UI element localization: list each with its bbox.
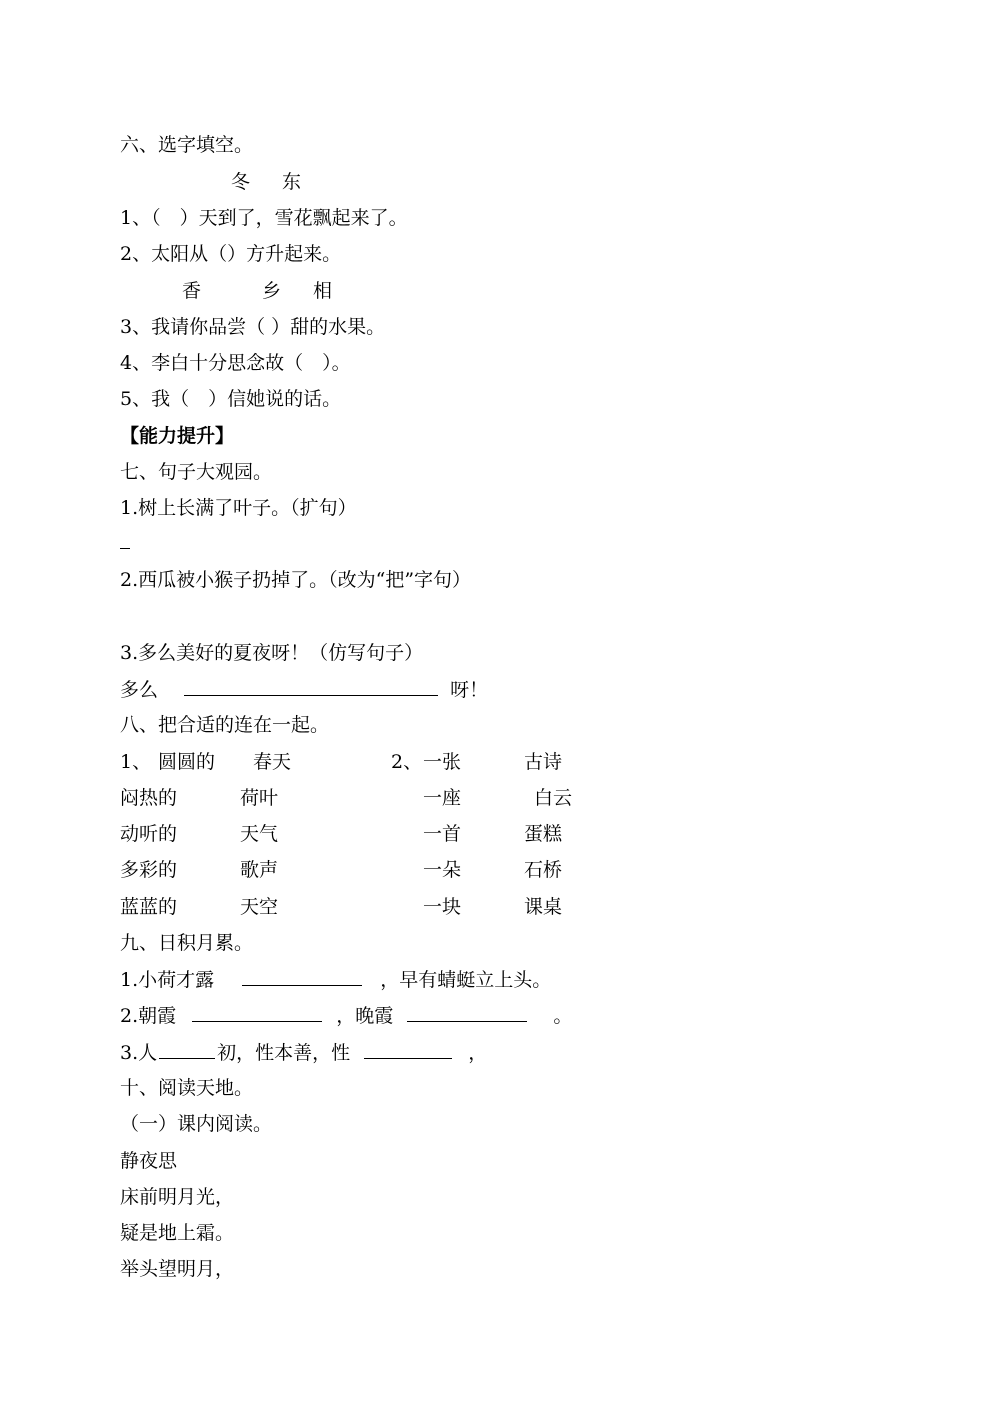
sentence-1: 1.树上长满了叶子。（扩句）	[120, 497, 357, 519]
col2-item-5[interactable]: 天空	[240, 896, 279, 918]
poem-3-start: 3.人	[120, 1042, 158, 1064]
section-8-title: 八、把合适的连在一起。	[120, 714, 330, 736]
fill-suffix: 呀！	[450, 679, 489, 701]
poem-verse-1: 床前明月光，	[120, 1186, 235, 1208]
choice-xiang-hometown: 乡	[262, 280, 282, 302]
poem-3-end: ，	[468, 1042, 488, 1064]
col1-item-3[interactable]: 动听的	[120, 823, 178, 845]
col4-item-4[interactable]: 石桥	[524, 859, 563, 881]
col3-item-4[interactable]: 一朵	[423, 859, 462, 881]
poem-1-end: ，早有蜻蜓立上头。	[380, 969, 552, 991]
col3-item-2[interactable]: 一座	[423, 787, 462, 809]
col2-item-4[interactable]: 歌声	[240, 859, 279, 881]
section-9-title: 九、日积月累。	[120, 932, 254, 954]
fill-prefix: 多么	[120, 679, 159, 701]
poem-line-2	[120, 1003, 572, 1028]
col1-item-5[interactable]: 蓝蓝的	[120, 896, 178, 918]
sentence-3: 3.多么美好的夏夜呀！（仿写句子）	[120, 642, 424, 664]
fill-blank-3[interactable]	[184, 677, 438, 696]
choice-dong-east: 东	[282, 171, 302, 193]
group-2-index: 2、	[391, 751, 423, 773]
section-7-title: 七、句子大观园。	[120, 461, 273, 483]
choice-xiang-fragrant: 香	[182, 280, 202, 302]
fill-blank-poem-3b[interactable]	[364, 1040, 452, 1059]
sentence-3-fill-row	[120, 677, 488, 702]
col4-item-5[interactable]: 课桌	[524, 896, 563, 918]
fill-blank-poem-1[interactable]	[242, 967, 362, 986]
col1-item-4[interactable]: 多彩的	[120, 859, 178, 881]
col3-item-3[interactable]: 一首	[423, 823, 462, 845]
question-4: 4、李白十分思念故（ ）。	[120, 352, 351, 374]
question-1: 1、（ ）天到了，雪花飘起来了。	[120, 207, 408, 229]
poem-2-start: 2.朝霞	[120, 1005, 177, 1027]
section-6-title: 六、选字填空。	[120, 134, 254, 156]
sentence-2: 2.西瓜被小猴子扔掉了。（改为“把”字句）	[120, 569, 472, 591]
col2-item-3[interactable]: 天气	[240, 823, 279, 845]
poem-verse-2: 疑是地上霜。	[120, 1222, 235, 1244]
fill-blank-poem-2b[interactable]	[407, 1003, 527, 1022]
col1-item-2[interactable]: 闷热的	[120, 787, 178, 809]
col2-item-1[interactable]: 春天	[253, 751, 292, 773]
choice-xiang-mutual: 相	[313, 280, 333, 302]
poem-2-end: 。	[553, 1005, 573, 1027]
poem-2-mid: ，晚霞	[336, 1005, 394, 1027]
col3-item-1[interactable]: 一张	[423, 751, 462, 773]
poem-line-3	[120, 1040, 487, 1065]
choice-dong-winter: 冬	[231, 171, 251, 193]
poem-1-start: 1.小荷才露	[120, 969, 215, 991]
col4-item-3[interactable]: 蛋糕	[524, 823, 563, 845]
col4-item-2[interactable]: 白云	[534, 787, 573, 809]
poem-title: 静夜思	[120, 1150, 178, 1172]
question-2: 2、太阳从（）方升起来。	[120, 243, 342, 265]
poem-3-mid: 初，性本善，性	[217, 1042, 351, 1064]
col2-item-2[interactable]: 荷叶	[240, 787, 279, 809]
section-10-title: 十、阅读天地。	[120, 1077, 254, 1099]
ability-heading: 【能力提升】	[120, 425, 235, 447]
col4-item-1[interactable]: 古诗	[524, 751, 563, 773]
reading-subtitle: （一）课内阅读。	[120, 1113, 273, 1135]
group-1-index: 1、	[120, 751, 152, 773]
answer-line-1[interactable]	[120, 548, 130, 549]
fill-blank-poem-2a[interactable]	[192, 1003, 322, 1022]
col1-item-1[interactable]: 圆圆的	[158, 751, 216, 773]
question-3: 3、我请你品尝（ ）甜的水果。	[120, 316, 386, 338]
question-5: 5、我（ ）信她说的话。	[120, 388, 342, 410]
col3-item-5[interactable]: 一块	[423, 896, 462, 918]
poem-verse-3: 举头望明月，	[120, 1258, 235, 1280]
fill-blank-poem-3a[interactable]	[159, 1040, 215, 1059]
poem-line-1	[120, 967, 551, 992]
